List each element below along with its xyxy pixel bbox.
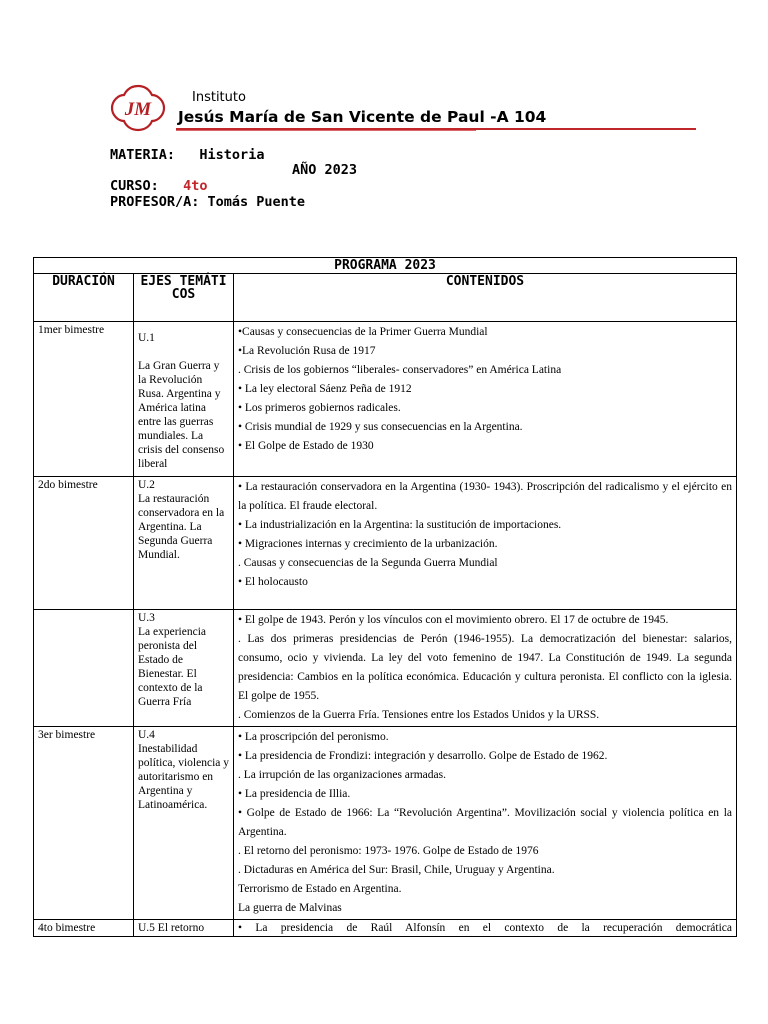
row-eje bbox=[134, 727, 234, 920]
content-item: La guerra de Malvinas bbox=[238, 902, 342, 914]
anio-line: AÑO 2023 bbox=[292, 162, 358, 178]
profesor-line: PROFESOR/A: Tomás Puente bbox=[110, 194, 306, 210]
row-contents bbox=[234, 610, 737, 727]
table-caption: PROGRAMA 2023 bbox=[34, 258, 737, 274]
content-item: •La Revolución Rusa de 1917 bbox=[238, 345, 376, 357]
eje-title: Inestabilidad política, violencia y autoritarismo en Argentina y Latinoamérica. bbox=[138, 743, 230, 811]
content-item: • La restauración conservadora en la Argentina (1930- 1943). Proscripción del radicalismo y el ejército en la política. El fraude electoral. bbox=[238, 481, 732, 512]
content-item: Terrorismo de Estado en Argentina. bbox=[238, 883, 402, 895]
eje-title: La restauración conservadora en la Argentina. La Segunda Guerra Mundial. bbox=[138, 493, 225, 561]
header-contenidos: CONTENIDOS bbox=[234, 274, 737, 322]
table-row bbox=[34, 322, 737, 477]
content-item: •Causas y consecuencias de la Primer Guerra Mundial bbox=[238, 326, 488, 338]
row-duration: 2do bimestre bbox=[34, 477, 134, 610]
content-item: • Migraciones internas y crecimiento de la urbanización. bbox=[238, 538, 498, 550]
institute-name: Jesús María de San Vicente de Paul -A 104 bbox=[178, 108, 547, 126]
row-duration: 3er bimestre bbox=[34, 727, 134, 920]
content-item: • El golpe de 1943. Perón y los vínculos con el movimiento obrero. El 17 de octubre de 1945. bbox=[238, 614, 669, 626]
content-item: . La irrupción de las organizaciones armadas. bbox=[238, 769, 446, 781]
eje-title: La experiencia peronista del Estado de Bienestar. El contexto de la Guerra Fría bbox=[138, 626, 206, 708]
row-eje bbox=[134, 610, 234, 727]
materia-value: Historia bbox=[199, 147, 265, 163]
content-item: . Comienzos de la Guerra Fría. Tensiones entre los Estados Unidos y la URSS. bbox=[238, 709, 600, 721]
eje-title: La Gran Guerra y la Revolución Rusa. Argentina y América latina entre las guerras mundiales. La crisis del consenso liberal bbox=[138, 360, 225, 470]
row-duration: 1mer bimestre bbox=[34, 322, 134, 477]
content-item: . El retorno del peronismo: 1973- 1976. Golpe de Estado de 1976 bbox=[238, 845, 539, 857]
content-item: • La presidencia de Illia. bbox=[238, 788, 351, 800]
eje-code: U.3 bbox=[138, 612, 155, 624]
eje-code: U.1 bbox=[138, 332, 155, 344]
row-duration bbox=[34, 610, 134, 727]
institute-logo bbox=[108, 83, 168, 133]
content-item: • El holocausto bbox=[238, 576, 308, 588]
row-contents bbox=[234, 727, 737, 920]
materia-label: MATERIA: bbox=[110, 147, 176, 163]
content-item: • La proscripción del peronismo. bbox=[238, 731, 389, 743]
header-duracion: DURACIÓN bbox=[34, 274, 134, 322]
table-row bbox=[34, 920, 737, 937]
eje-title: U.5 El retorno bbox=[138, 922, 205, 934]
table-header-row bbox=[34, 274, 737, 322]
content-item: • La ley electoral Sáenz Peña de 1912 bbox=[238, 383, 412, 395]
row-contents bbox=[234, 322, 737, 477]
row-contents bbox=[234, 477, 737, 610]
svg-text:JM: JM bbox=[124, 99, 152, 120]
content-item: • La presidencia de Raúl Alfonsín en el contexto de la recuperación democrática bbox=[238, 922, 732, 934]
content-item: • Crisis mundial de 1929 y sus consecuencias en la Argentina. bbox=[238, 421, 523, 433]
table-row bbox=[34, 727, 737, 920]
row-duration: 4to bimestre bbox=[34, 920, 134, 937]
curso-value: 4to bbox=[183, 178, 208, 194]
curso-label: CURSO: bbox=[110, 178, 159, 194]
eje-code: U.2 bbox=[138, 479, 155, 491]
eje-code: U.4 bbox=[138, 729, 155, 741]
content-item: • El Golpe de Estado de 1930 bbox=[238, 440, 374, 452]
content-item: . Las dos primeras presidencias de Perón (1946-1955). La democratización del bienestar: salarios, consumo, ocio y vivienda. La ley del voto femenino de 1947. La Constitución de 1949. La segunda presidencia: Cambios en la política económica. Educación y cultura peronista. El conflicto con la iglesia. El golpe de 1955. bbox=[238, 633, 732, 702]
row-eje bbox=[134, 322, 234, 477]
table-row bbox=[34, 477, 737, 610]
row-eje bbox=[134, 920, 234, 937]
program-table bbox=[33, 257, 737, 937]
header-divider-shadow bbox=[176, 130, 476, 131]
content-item: • Los primeros gobiernos radicales. bbox=[238, 402, 401, 414]
institute-label: Instituto bbox=[192, 90, 246, 105]
content-item: • La industrialización en la Argentina: la sustitución de importaciones. bbox=[238, 519, 562, 531]
curso-line bbox=[110, 178, 208, 194]
content-item: . Dictaduras en América del Sur: Brasil, Chile, Uruguay y Argentina. bbox=[238, 864, 555, 876]
content-item: • La presidencia de Frondizi: integración y desarrollo. Golpe de Estado de 1962. bbox=[238, 750, 608, 762]
row-eje bbox=[134, 477, 234, 610]
content-item: . Crisis de los gobiernos “liberales- conservadores” en América Latina bbox=[238, 364, 562, 376]
row-contents bbox=[234, 920, 737, 937]
table-caption-row bbox=[34, 258, 737, 274]
table-row bbox=[34, 610, 737, 727]
content-item: . Causas y consecuencias de la Segunda Guerra Mundial bbox=[238, 557, 498, 569]
header-ejes: EJES TEMÁTICOS bbox=[134, 274, 234, 322]
content-item: • Golpe de Estado de 1966: La “Revolución Argentina”. Movilización social y violencia política en la Argentina. bbox=[238, 807, 732, 838]
materia-line bbox=[110, 147, 264, 163]
